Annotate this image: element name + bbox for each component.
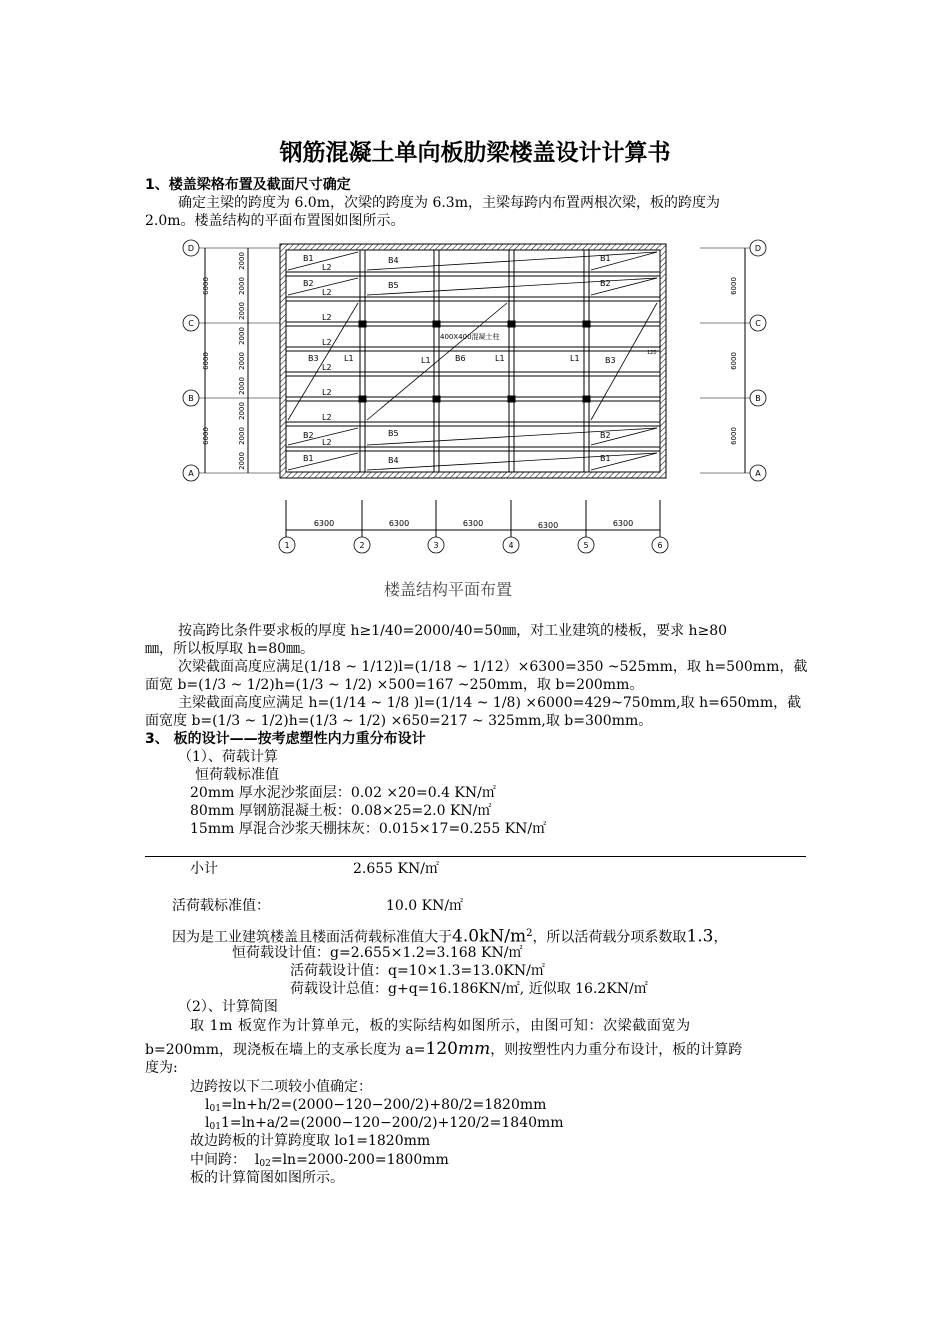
l02-expression: =ln=2000-200=1800mm [270,1152,449,1168]
dim-2000-1: 2000 [238,252,246,270]
bay-dim-3: 6300 [462,519,484,528]
live-factor-text-a: 因为是工业建筑楼盖且楼面活荷载标准值大于 [172,929,452,946]
l011-symbol: l [205,1115,210,1131]
label-L2-8: L2 [322,438,332,447]
axis-label-5: 5 [583,541,589,550]
figure-caption: 楼盖结构平面布置 [383,580,513,599]
unit-line-2 [145,1040,742,1059]
dim-2000-7: 2000 [238,402,246,420]
label-B6: B6 [455,354,466,363]
final-line: 板的计算简图如图所示。 [190,1170,344,1186]
height-ratio-line-1: 按高跨比条件要求板的厚度 h≥1/40=2000/40=50㎜，对工业建筑的楼板，要求 h≥80 [178,623,728,639]
label-L2-4: L2 [322,338,332,347]
label-B2-bottom-left: B2 [303,431,314,440]
dim-2000-8: 2000 [238,427,246,445]
load-line-slab: 80mm 厚钢筋混凝土板：0.08×25=2.0 KN/㎡ [190,803,492,819]
subtotal-rule [145,856,806,857]
dim-2000-6: 2000 [238,377,246,395]
edge-span-result: 故边跨板的计算跨度取 lo1=1820mm [190,1133,431,1149]
section-1-para-line-2: 2.0m。楼盖结构的平面布置图如图所示。 [145,213,405,229]
label-B4-top: B4 [388,256,399,265]
label-L1-1: L1 [344,354,354,363]
dim-6000-left-2: 6000 [202,352,210,370]
label-L1-3: L1 [495,354,505,363]
load-line-plaster: 15mm 厚混合沙浆天棚抹灰：0.015×17=0.255 KN/㎡ [190,821,547,837]
bay-dim-5: 6300 [612,519,634,528]
axis-label-D-left: D [187,244,195,253]
dim-2000-4: 2000 [238,327,246,345]
axis-label-2: 2 [359,541,365,550]
secondary-beam-line-2: 面宽 b=(1/3 ~ 1/2)h=(1/3 ~ 1/2) ×500=167 ~250mm，取 b=200mm。 [145,677,644,693]
unit-line-2-d: ，则按塑性内力重分布设计，板的计算跨 [490,1042,743,1058]
l01-subscript: 01 [209,1104,221,1114]
dim-6000-right-2: 6000 [730,352,738,370]
axis-label-3: 3 [433,541,439,550]
axis-label-D-right: D [754,244,762,253]
dead-load-standard: 恒荷载标准值 [195,767,279,783]
l02-subscript: 02 [259,1159,271,1169]
label-L2-1: L2 [322,263,332,272]
label-B2-bottom-right: B2 [600,431,611,440]
live-load-value: 10.0 KN/㎡ [386,898,464,914]
section-1-heading: 1、楼盖梁格布置及截面尺寸确定 [145,177,351,193]
secondary-beam-line-1: 次梁截面高度应满足(1/18 ~ 1/12)l=(1/18 ~ 1/12）×6300=350 ~525mm，取 h=500mm，截 [178,659,808,675]
label-L1-4: L1 [570,354,580,363]
live-load-design: 活荷载设计值：q=10×1.3=13.0KN/㎡ [290,963,545,979]
dead-load-design: 恒荷载设计值：g=2.655×1.2=3.168 KN/㎡ [232,945,523,961]
label-B3-right: B3 [605,356,616,365]
unit-line-3: 度为: [145,1060,178,1076]
subtotal-label: 小计 [190,861,218,877]
mid-span-label: 中间跨： [190,1152,246,1168]
label-B1-bottom-left: B1 [303,454,314,463]
axis-label-B-right: B [755,394,761,403]
l01-symbol: l [205,1097,210,1113]
axis-label-1: 1 [284,541,290,550]
main-beam-line-2: 面宽度 b=(1/3 ~ 1/2)h=(1/3 ~ 1/2) ×650=217 ~ 325mm,取 b=300mm。 [145,713,653,729]
dim-2000-3: 2000 [238,302,246,320]
l01-expression: =ln+h/2=(2000−120−200/2)+80/2=1820mm [220,1097,547,1113]
live-factor-value: 1.3 [686,926,714,947]
axis-label-6: 6 [657,541,663,550]
bay-dim-1: 6300 [313,519,335,528]
label-L2-6: L2 [322,388,332,397]
live-factor-superscript: 2 [526,928,533,939]
live-load-label: 活荷载标准值： [172,898,270,914]
bearing-length-value: 120 [425,1039,458,1059]
dim-6000-left-3: 6000 [202,427,210,445]
axis-label-A-right: A [755,469,761,478]
section-1-para-line-1: 确定主梁的跨度为 6.0m，次梁的跨度为 6.3m，主梁每跨内布置两根次梁，板的跨度为 [178,195,720,211]
label-B2-top-right: B2 [600,279,611,288]
bearing-length-unit: mm [457,1039,491,1059]
load-line-mortar: 20mm 厚水泥沙浆面层：0.02 ×20=0.4 KN/㎡ [190,785,496,801]
axis-label-4: 4 [508,541,514,550]
bay-dim-2: 6300 [388,519,410,528]
dim-2000-2: 2000 [238,277,246,295]
l011-subscript: 01 [209,1122,221,1132]
label-L2-5: L2 [322,363,332,372]
axis-label-A-left: A [188,469,194,478]
label-B1-top-left: B1 [303,254,314,263]
dim-6000-left-1: 6000 [202,277,210,295]
edge-span-heading: 边跨按以下二项较小值确定： [190,1079,372,1095]
dim-2000-5: 2000 [238,352,246,370]
label-B4-bottom: B4 [388,456,399,465]
floor-plan-figure [170,228,780,608]
label-B1-bottom-right: B1 [600,454,611,463]
section-3-heading: 3、 板的设计——按考虑塑性内力重分布设计 [145,731,426,747]
axis-label-B-left: B [188,394,194,403]
subtotal-value: 2.655 KN/㎡ [353,861,439,877]
label-L2-3: L2 [322,313,332,322]
label-B5-top: B5 [388,281,399,290]
axis-label-C-right: C [755,319,761,328]
l02-symbol: l [254,1152,260,1168]
live-factor-text-e: ， [713,929,728,946]
dim-2000-9: 2000 [238,452,246,470]
page-title: 钢筋混凝土单向板肋梁楼盖设计计算书 [279,140,671,166]
live-factor-text-c: ，所以活荷载分项系数取 [532,929,687,946]
label-B2-top-left: B2 [303,279,314,288]
total-load-design: 荷载设计总值：g+q=16.186KN/㎡, 近似取 16.2KN/㎡ [290,981,648,997]
axis-label-C-left: C [188,319,194,328]
dim-6000-right-1: 6000 [730,277,738,295]
bay-dim-4: 6300 [537,521,559,530]
dim-6000-right-3: 6000 [730,427,738,445]
load-calc-heading: （1）、荷载计算 [178,749,278,765]
wall-thickness-label: 120 [647,350,657,356]
label-B1-top-right: B1 [600,254,611,263]
main-beam-line-1: 主梁截面高度应满足 h=(1/14 ~ 1/8 )l=(1/14 ~ 1/8) ×6000=429~750mm,取 h=650mm，截 [178,695,802,711]
label-L2-2: L2 [322,288,332,297]
diagram-heading: （2）、计算简图 [178,999,278,1015]
label-L1-2: L1 [421,356,431,365]
live-factor-threshold: 4.0kN/m [452,926,527,947]
label-B3-left: B3 [308,354,319,363]
height-ratio-line-2: ㎜，所以板厚取 h=80㎜。 [145,641,315,657]
column-label: 400X400混凝土柱 [440,333,500,341]
l011-expression: 1=ln+a/2=(2000−120−200/2)+120/2=1840mm [220,1115,564,1131]
unit-line-2-a: b=200mm，现浇板在墙上的支承长度为 a= [145,1042,426,1058]
label-L2-7: L2 [322,413,332,422]
unit-line-1: 取 1m 板宽作为计算单元，板的实际结构如图所示，由图可知：次梁截面宽为 [190,1018,691,1034]
label-B5-bottom: B5 [388,429,399,438]
